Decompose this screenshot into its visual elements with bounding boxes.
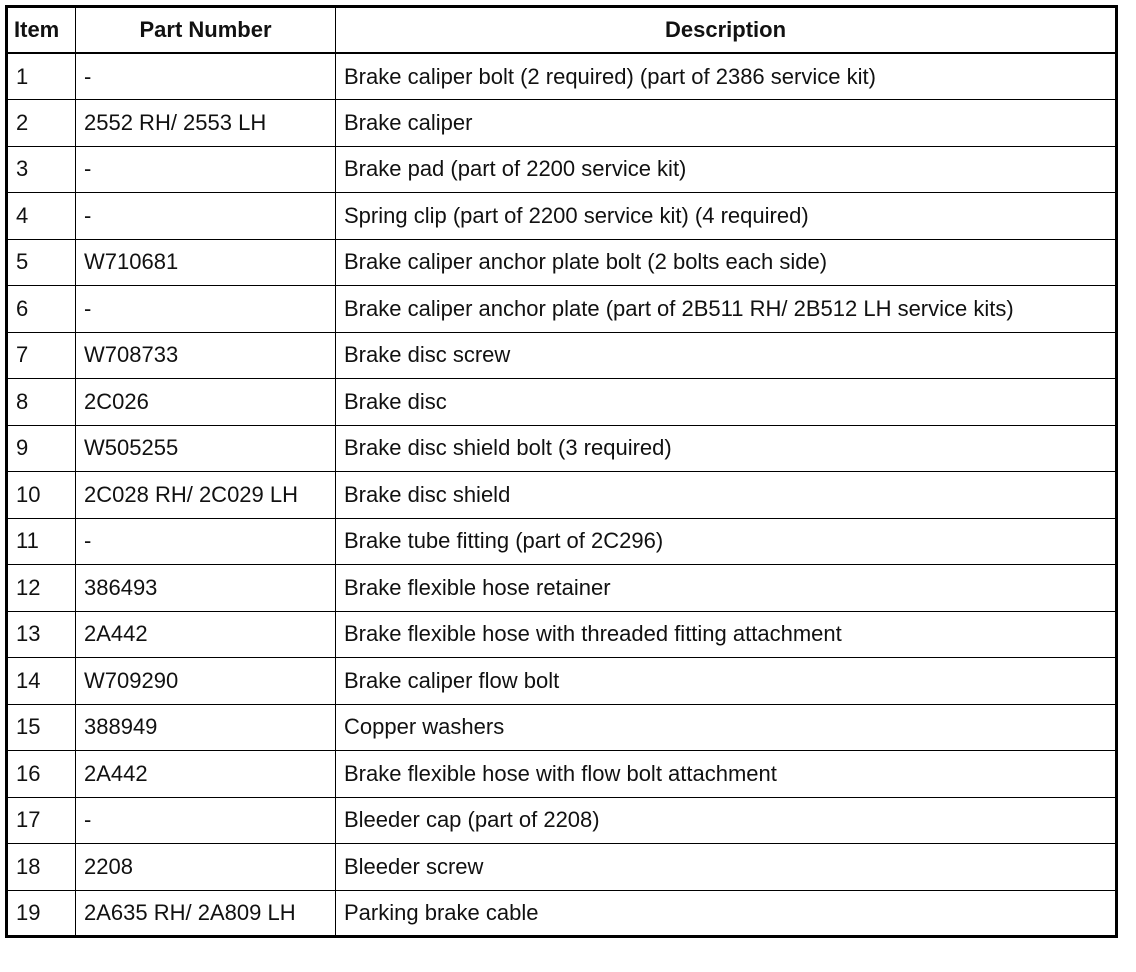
- cell-item: 14: [7, 658, 76, 705]
- table-row: [7, 53, 1117, 100]
- cell-description: Brake disc shield: [336, 472, 1117, 519]
- cell-item: 10: [7, 472, 76, 519]
- cell-part-number: 2552 RH/ 2553 LH: [76, 100, 336, 147]
- cell-item: 2: [7, 100, 76, 147]
- cell-item: 11: [7, 518, 76, 565]
- cell-description: Copper washers: [336, 704, 1117, 751]
- cell-part-number: W709290: [76, 658, 336, 705]
- header-row: [7, 7, 1117, 54]
- cell-part-number: W505255: [76, 425, 336, 472]
- cell-item: 16: [7, 751, 76, 798]
- cell-description: Brake pad (part of 2200 service kit): [336, 146, 1117, 193]
- table-row: [7, 193, 1117, 240]
- cell-part-number: -: [76, 286, 336, 333]
- cell-item: 9: [7, 425, 76, 472]
- cell-part-number: -: [76, 193, 336, 240]
- cell-item: 15: [7, 704, 76, 751]
- header-description: Description: [336, 7, 1117, 54]
- cell-description: Bleeder cap (part of 2208): [336, 797, 1117, 844]
- table-row: [7, 658, 1117, 705]
- table-row: [7, 844, 1117, 891]
- cell-description: Brake caliper bolt (2 required) (part of 2386 service kit): [336, 53, 1117, 100]
- cell-part-number: 2C026: [76, 379, 336, 426]
- cell-part-number: 386493: [76, 565, 336, 612]
- cell-part-number: 388949: [76, 704, 336, 751]
- cell-description: Spring clip (part of 2200 service kit) (4 required): [336, 193, 1117, 240]
- cell-description: Parking brake cable: [336, 890, 1117, 937]
- cell-item: 17: [7, 797, 76, 844]
- header-item: Item: [7, 7, 76, 54]
- cell-part-number: -: [76, 53, 336, 100]
- cell-description: Brake flexible hose retainer: [336, 565, 1117, 612]
- table-row: [7, 518, 1117, 565]
- cell-description: Brake disc shield bolt (3 required): [336, 425, 1117, 472]
- cell-description: Brake caliper anchor plate bolt (2 bolts each side): [336, 239, 1117, 286]
- cell-description: Brake flexible hose with threaded fitting attachment: [336, 611, 1117, 658]
- cell-item: 19: [7, 890, 76, 937]
- table-row: [7, 472, 1117, 519]
- cell-part-number: 2A442: [76, 751, 336, 798]
- table-row: [7, 565, 1117, 612]
- cell-part-number: -: [76, 518, 336, 565]
- cell-item: 7: [7, 332, 76, 379]
- table-row: [7, 379, 1117, 426]
- cell-part-number: 2208: [76, 844, 336, 891]
- cell-part-number: -: [76, 146, 336, 193]
- parts-table: [5, 5, 1118, 938]
- cell-item: 6: [7, 286, 76, 333]
- cell-description: Brake caliper: [336, 100, 1117, 147]
- table-row: [7, 611, 1117, 658]
- cell-description: Brake disc: [336, 379, 1117, 426]
- table-row: [7, 425, 1117, 472]
- cell-part-number: 2A635 RH/ 2A809 LH: [76, 890, 336, 937]
- cell-description: Brake caliper flow bolt: [336, 658, 1117, 705]
- table-row: [7, 239, 1117, 286]
- table-header: [7, 7, 1117, 54]
- cell-part-number: -: [76, 797, 336, 844]
- cell-item: 5: [7, 239, 76, 286]
- header-part-number: Part Number: [76, 7, 336, 54]
- table-row: [7, 332, 1117, 379]
- cell-part-number: W710681: [76, 239, 336, 286]
- table-row: [7, 890, 1117, 937]
- cell-part-number: 2A442: [76, 611, 336, 658]
- table-row: [7, 146, 1117, 193]
- cell-description: Brake disc screw: [336, 332, 1117, 379]
- cell-item: 12: [7, 565, 76, 612]
- cell-part-number: W708733: [76, 332, 336, 379]
- cell-description: Brake tube fitting (part of 2C296): [336, 518, 1117, 565]
- cell-item: 18: [7, 844, 76, 891]
- cell-description: Bleeder screw: [336, 844, 1117, 891]
- table-row: [7, 704, 1117, 751]
- table-row: [7, 286, 1117, 333]
- cell-item: 4: [7, 193, 76, 240]
- cell-description: Brake caliper anchor plate (part of 2B511 RH/ 2B512 LH service kits): [336, 286, 1117, 333]
- cell-item: 3: [7, 146, 76, 193]
- cell-part-number: 2C028 RH/ 2C029 LH: [76, 472, 336, 519]
- table-row: [7, 100, 1117, 147]
- cell-item: 13: [7, 611, 76, 658]
- table-body: [7, 53, 1117, 937]
- cell-item: 8: [7, 379, 76, 426]
- cell-item: 1: [7, 53, 76, 100]
- table-row: [7, 797, 1117, 844]
- cell-description: Brake flexible hose with flow bolt attachment: [336, 751, 1117, 798]
- table-row: [7, 751, 1117, 798]
